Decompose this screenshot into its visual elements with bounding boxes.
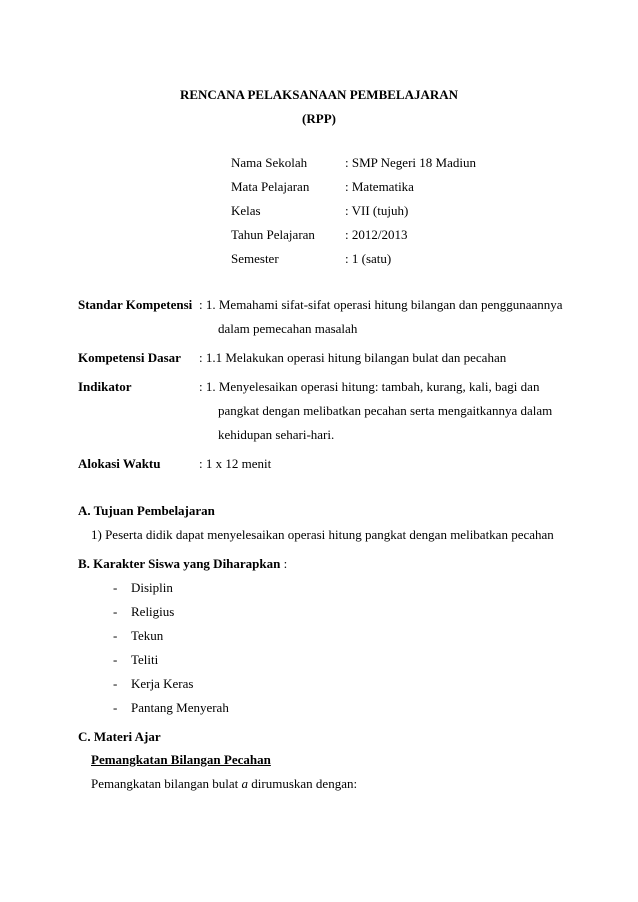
- list-bullet: -: [113, 676, 118, 691]
- list-item: Teliti: [131, 652, 159, 667]
- list-item: Tekun: [131, 628, 164, 643]
- identity-value-school: : SMP Negeri 18 Madiun: [345, 155, 476, 170]
- math-variable: a: [241, 776, 249, 791]
- list-item: Religius: [131, 604, 175, 619]
- section-a-heading: A. Tujuan Pembelajaran: [78, 503, 215, 518]
- indikator-line-3: kehidupan sehari-hari.: [218, 427, 335, 442]
- list-item: Pantang Menyerah: [131, 700, 229, 715]
- list-bullet: -: [113, 700, 118, 715]
- identity-value-year: : 2012/2013: [345, 227, 408, 242]
- identity-label-subject: Mata Pelajaran: [231, 179, 310, 194]
- section-c-text-before: Pemangkatan bilangan bulat: [91, 776, 242, 791]
- section-b-heading-row: [78, 557, 287, 570]
- section-b-colon: :: [280, 556, 288, 571]
- indikator-label: Indikator: [78, 379, 132, 394]
- standar-line-2: dalam pemecahan masalah: [218, 321, 358, 336]
- indikator-line-1: : 1. Menyelesaikan operasi hitung: tambah, kurang, kali, bagi dan: [199, 379, 540, 394]
- section-c-heading: C. Materi Ajar: [78, 729, 161, 744]
- section-c-text: [91, 777, 357, 790]
- identity-label-year: Tahun Pelajaran: [231, 227, 315, 242]
- list-bullet: -: [113, 628, 118, 643]
- identity-value-subject: : Matematika: [345, 179, 414, 194]
- identity-value-class: : VII (tujuh): [345, 203, 409, 218]
- list-bullet: -: [113, 580, 118, 595]
- identity-value-semester: : 1 (satu): [345, 251, 392, 266]
- section-c-subheading: Pemangkatan Bilangan Pecahan: [91, 752, 271, 767]
- identity-label-semester: Semester: [231, 251, 279, 266]
- document-subtitle: (RPP): [302, 111, 336, 126]
- list-bullet: -: [113, 652, 118, 667]
- alokasi-label: Alokasi Waktu: [78, 456, 161, 471]
- section-c-text-after: dirumuskan dengan:: [248, 776, 358, 791]
- section-b-heading: B. Karakter Siswa yang Diharapkan: [78, 556, 281, 571]
- standar-line-1: : 1. Memahami sifat-sifat operasi hitung bilangan dan penggunaannya: [199, 297, 563, 312]
- list-bullet: -: [113, 604, 118, 619]
- section-a-item: 1) Peserta didik dapat menyelesaikan operasi hitung pangkat dengan melibatkan pecahan: [91, 527, 554, 542]
- identity-label-class: Kelas: [231, 203, 261, 218]
- indikator-line-2: pangkat dengan melibatkan pecahan serta mengaitkannya dalam: [218, 403, 553, 418]
- list-item: Kerja Keras: [131, 676, 194, 691]
- standar-label: Standar Kompetensi: [78, 297, 193, 312]
- kompetensi-line-1: : 1.1 Melakukan operasi hitung bilangan bulat dan pecahan: [199, 350, 507, 365]
- document-title: RENCANA PELAKSANAAN PEMBELAJARAN: [179, 87, 459, 102]
- alokasi-value: : 1 x 12 menit: [199, 456, 272, 471]
- kompetensi-label: Kompetensi Dasar: [78, 350, 181, 365]
- list-item: Disiplin: [131, 580, 173, 595]
- identity-label-school: Nama Sekolah: [231, 155, 308, 170]
